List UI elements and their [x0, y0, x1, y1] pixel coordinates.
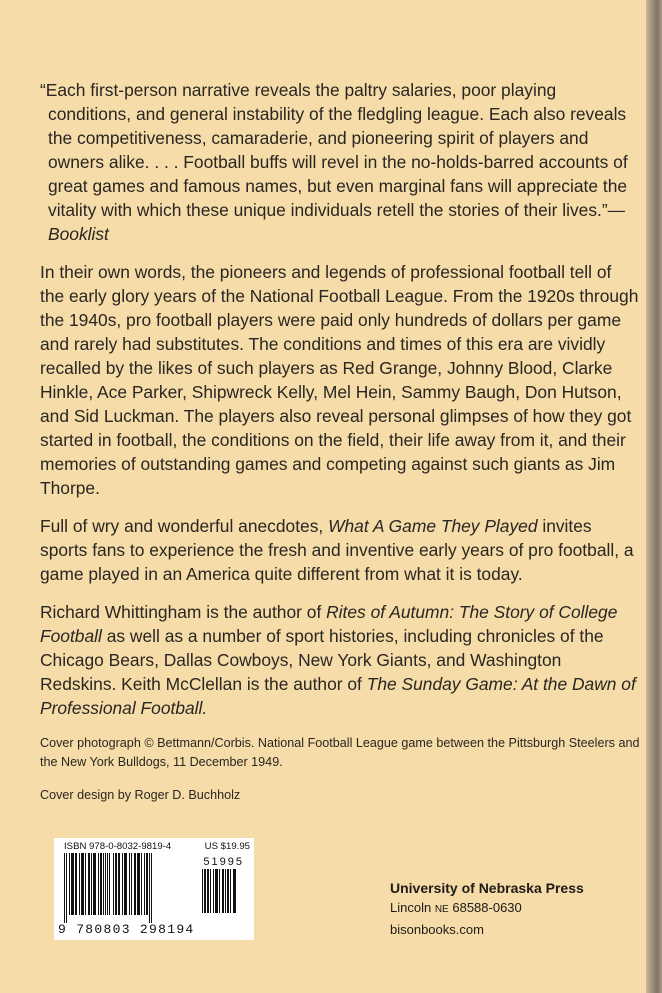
ean-bars: [62, 853, 196, 923]
quote-text: “Each first-person narrative reveals the paltry salaries, poor playing conditions, and general instability of the fledgling league. Each also reveals the competitiveness, camaraderie, and pioneering spirit of players and owners alike. . . . Football buffs will revel in the no-holds-barred accounts of great games and famous names, but even marginal fans will appreciate the vitality with which these unique individuals retell the stories of their lives.”—: [40, 80, 628, 220]
ean-digits: 9 780803 298194: [58, 922, 195, 937]
booklist-quote: [40, 78, 640, 246]
supplement-code: 51995: [203, 856, 244, 868]
anecdotes-paragraph: Full of wry and wonderful anecdotes, What A Game They Played invites sports fans to experience the fresh and inventive early years of pro football, a game played in an America quite different from what it is today.: [40, 516, 634, 584]
isbn-number: ISBN 978-0-8032-9819-4: [64, 841, 172, 852]
price-label: US $19.95: [204, 841, 250, 852]
publisher-info: [390, 878, 584, 940]
photo-credit: Cover photograph © Bettmann/Corbis. National Football League game between the Pittsburgh Steelers and the New York Bulldogs, 11 December 1949.: [40, 736, 640, 769]
quote-source: Booklist: [48, 224, 109, 244]
author-book-title-2: The Sunday Game: At the Dawn of Professional Football.: [40, 674, 636, 718]
author-book-title-1: Rites of Autumn: The Story of College Football: [40, 602, 618, 646]
book-title: What A Game They Played: [328, 516, 538, 536]
supplement-bars: [200, 869, 248, 921]
design-credit: Cover design by Roger D. Buchholz: [40, 788, 241, 802]
back-cover-text: [40, 78, 640, 819]
publisher-website: bisonbooks.com: [390, 922, 484, 937]
publisher-name: University of Nebraska Press: [390, 880, 584, 896]
author-bio-paragraph: Richard Whittingham is the author of Rites of Autumn: The Story of College Football as well as a number of sport histories, including chronicles of the Chicago Bears, Dallas Cowboys, New York Giants, and Washington Redskins. Keith McClellan is the author of The Sunday Game: At the Dawn of Professional Football.: [40, 602, 636, 718]
description-paragraph: In their own words, the pioneers and legends of professional football tell of the early glory years of the National Football League. From the 1920s through the 1940s, pro football players were paid only hundreds of dollars per game and rarely had substitutes. The conditions and times of this era are vividly recalled by the likes of such players as Red Grange, Johnny Blood, Clarke Hinkle, Ace Parker, Shipwreck Kelly, Mel Hein, Sammy Baugh, Don Hutson, and Sid Luckman. The players also reveal personal glimpses of how they got started in football, the conditions on the field, their life away from it, and their memories of outstanding games and competing against such giants as Jim Thorpe.: [40, 262, 639, 498]
isbn-barcode: [54, 838, 254, 940]
cover-photo-edge: [646, 0, 662, 993]
publisher-address: Lincoln NE 68588-0630: [390, 900, 522, 915]
